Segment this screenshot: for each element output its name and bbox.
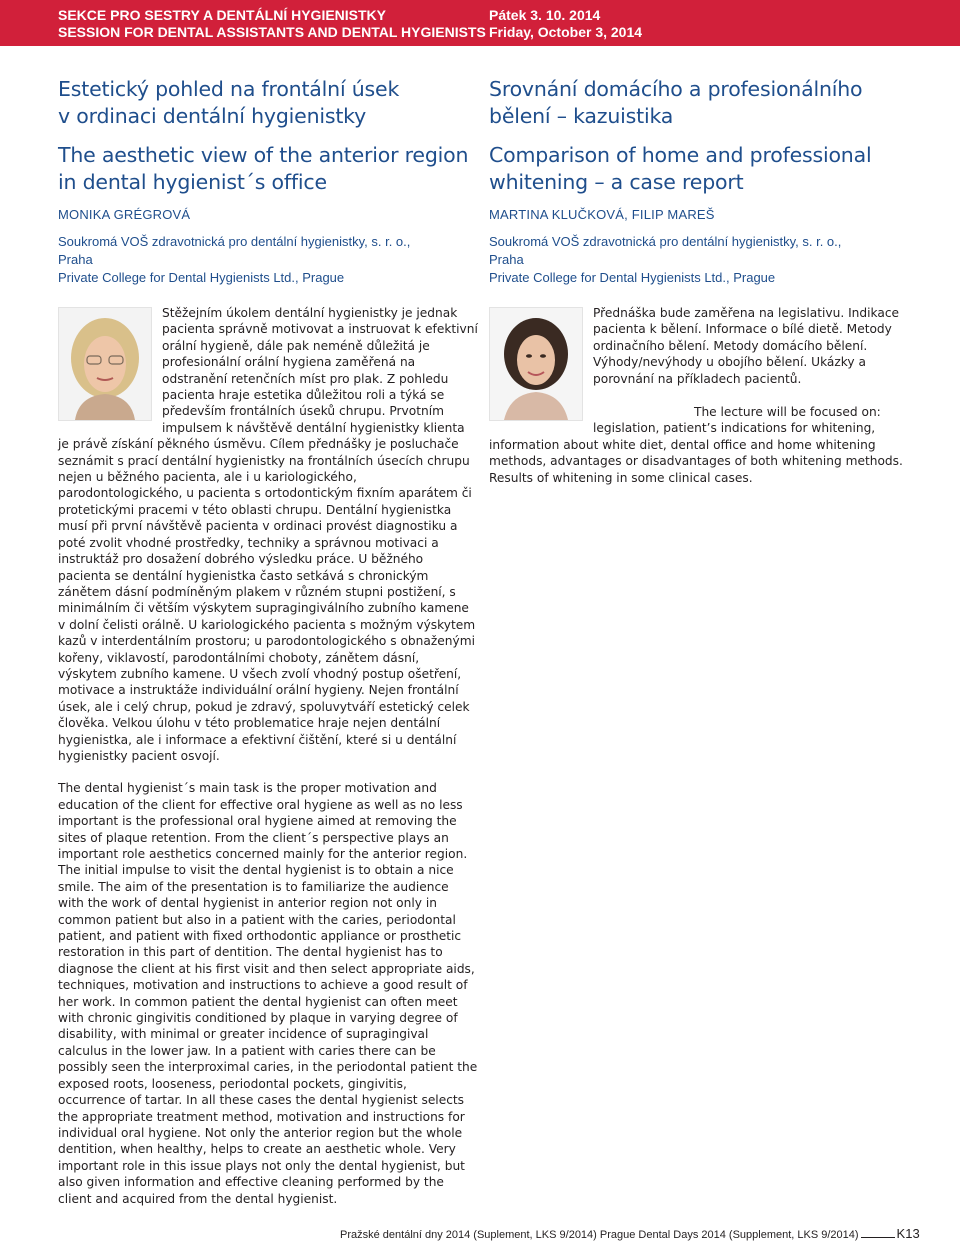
section-title-en: SESSION FOR DENTAL ASSISTANTS AND DENTAL HYGIENISTS [58, 24, 486, 40]
section-title [58, 7, 486, 41]
affiliation-line: Soukromá VOŠ zdravotnická pro dentální hygienistky, s. r. o., [58, 234, 411, 249]
article-title-en [489, 142, 909, 196]
abstract-cz-block [58, 305, 478, 764]
page-footer [340, 1226, 920, 1241]
title-line: in dental hygienist´s office [58, 170, 327, 194]
affiliation-line: Soukromá VOŠ zdravotnická pro dentální hygienistky, s. r. o., [489, 234, 842, 249]
page-number: K13 [896, 1226, 920, 1241]
article-title-cz [58, 76, 478, 130]
session-date [489, 7, 642, 41]
article-authors: MARTINA KLUČKOVÁ, FILIP MAREŠ [489, 207, 715, 222]
article-author: MONIKA GRÉGROVÁ [58, 207, 191, 222]
portrait-illustration [59, 308, 151, 420]
footer-rule [861, 1237, 895, 1238]
author-photo [489, 307, 583, 421]
session-date-cz: Pátek 3. 10. 2014 [489, 7, 601, 23]
article-left [58, 76, 478, 1207]
abstract-en-text: The lecture will be focused on: legislation, patient’s indications for whitening, information about white diet, dental office and home whitening methods, advantages or disadvantages of both whitening methods. Results of whitening in some clinical cases. [489, 405, 903, 485]
section-title-cz: SEKCE PRO SESTRY A DENTÁLNÍ HYGIENISTKY [58, 7, 387, 23]
article-affiliation [489, 233, 909, 287]
affiliation-line: Praha [489, 252, 524, 267]
portrait-illustration [490, 308, 582, 420]
affiliation-line: Private College for Dental Hygienists Ltd., Prague [58, 270, 345, 285]
session-date-en: Friday, October 3, 2014 [489, 24, 643, 40]
affiliation-line: Private College for Dental Hygienists Ltd., Prague [489, 270, 776, 285]
section-header-bar [0, 0, 960, 46]
affiliation-line: Praha [58, 252, 93, 267]
author-photo [58, 307, 152, 421]
abstract-en-text: The dental hygienist´s main task is the proper motivation and education of the client for effective oral hygiene as well as no less important is the professional oral hygiene aimed at removing the sites of plaque retention. From the client´s perspective plays an important role aesthetics concerned mainly for the anterior region. The initial impulse to visit the dental hygienist is to obtain a nice smile. The aim of the presentation is to familiarize the audience with the work of dental hygienist in anterior region not only in common patient but also in a patient with the caries, periodontal patient, and patient with fixed orthodontic appliance or prosthetic restoration in this part of dentition. The dental hygienist has to diagnose the client at his first visit and then select appropriate aids, techniques, motivation and instructions to achieve a good result of her work. In common patient the dental hygienist can often meet with chronic gingivitis conditioned by plaque in varying degree of disability, with minimal or greater incidence of supragingival calculus in the lower jaw. In a patient with caries there can be possibly seen the interproximal caries, in the periodontal patient the exposed roots, looseness, periodontal pockets, gingivitis, occurrence of tartar. In all these cases the dental hygienist selects the appropriate treatment method, motivation and instructions for individual oral hygiene. Not only the anterior region but the whole dentition, when healthy, helps to create an aesthetic whole. Very important role in this issue plays not only the dental hygienist, but also given information and effective cleaning performed by the client and acquired from the dental hygienist. [58, 781, 478, 1206]
article-title-en [58, 142, 478, 196]
article-title-cz [489, 76, 909, 130]
title-line: Srovnání domácího a profesionálního [489, 77, 863, 101]
footer-citation: Pražské dentální dny 2014 (Suplement, LKS 9/2014) Prague Dental Days 2014 (Supplement, LKS 9/2014) [340, 1229, 859, 1241]
title-line: Estetický pohled na frontální úsek [58, 77, 400, 101]
title-line: Comparison of home and professional [489, 143, 872, 167]
abstract-block [489, 305, 909, 486]
abstract-cz-text: Stěžejním úkolem dentální hygienistky je jednak pacienta správně motivovat a instruovat k efektivní orální hygieně, dále pak neméně důležitá je profesionální orální hygiena zaměřená na odstranění retenčních míst pro plak. Z pohledu pacienta hraje estetika důležitou roli a týká se především frontálních úseků chrupu. Prvotním impulsem k návštěvě dentální hygienistky klienta je právě získání pěkného úsměvu. Cílem přednášky je posluchače seznámit s prací dentální hygienistky na frontálních úsecích chrupu nejen u běžného pacienta, ale i u kariologického, parodontologického, u pacienta s ortodontickým fixním aparátem či protetickými pracemi v této oblasti chrupu. Dentální hygienistka musí při první návštěvě pacienta v ordinaci provést diagnostiku a poté zvolit vhodné prostředky, techniky a správnou motivaci a instruktáž pro dosažení dobrého výsledku práce. U běžného pacienta se dentální hygienistka často setkává s chronickým zánětem dásní podmíněným plakem v různém stupni postižení, s minimálním či větším výskytem supragingiválního zubního kamene v dolní čelisti orálně. U kariologického pacienta s možným výskytem kazů v interdentálním prostoru; u parodontologického s obnaženými kořeny, viklavostí, parodontálními choboty, zánětem dásní, výskytem zubního kamene. U všech zvolí vhodný postup ošetření, motivace a instruktáže individuální orální hygieny. Nejen frontální úsek, ale i celý chrup, pokud je zdravý, spoluvytváří estetický celek člověka. Velkou úlohu v této problematice hraje nejen dentální hygienistka, ale i informace a efektivní čištění, které si u dentální hygienistky pacient osvojí. [58, 306, 478, 763]
title-line: whitening – a case report [489, 170, 744, 194]
title-line: v ordinaci dentální hygienistky [58, 104, 367, 128]
title-line: bělení – kazuistika [489, 104, 674, 128]
article-right [489, 76, 909, 486]
abstract-cz-text: Přednáška bude zaměřena na legislativu. Indikace pacienta k bělení. Informace o bílé dietě. Metody ordinačního bělení. Metody domácího bělení. Výhody/nevýhody u obojího bělení. Ukázky a porovnání na příkladech pacientů. [593, 306, 900, 386]
title-line: The aesthetic view of the anterior region [58, 143, 469, 167]
article-affiliation [58, 233, 478, 287]
